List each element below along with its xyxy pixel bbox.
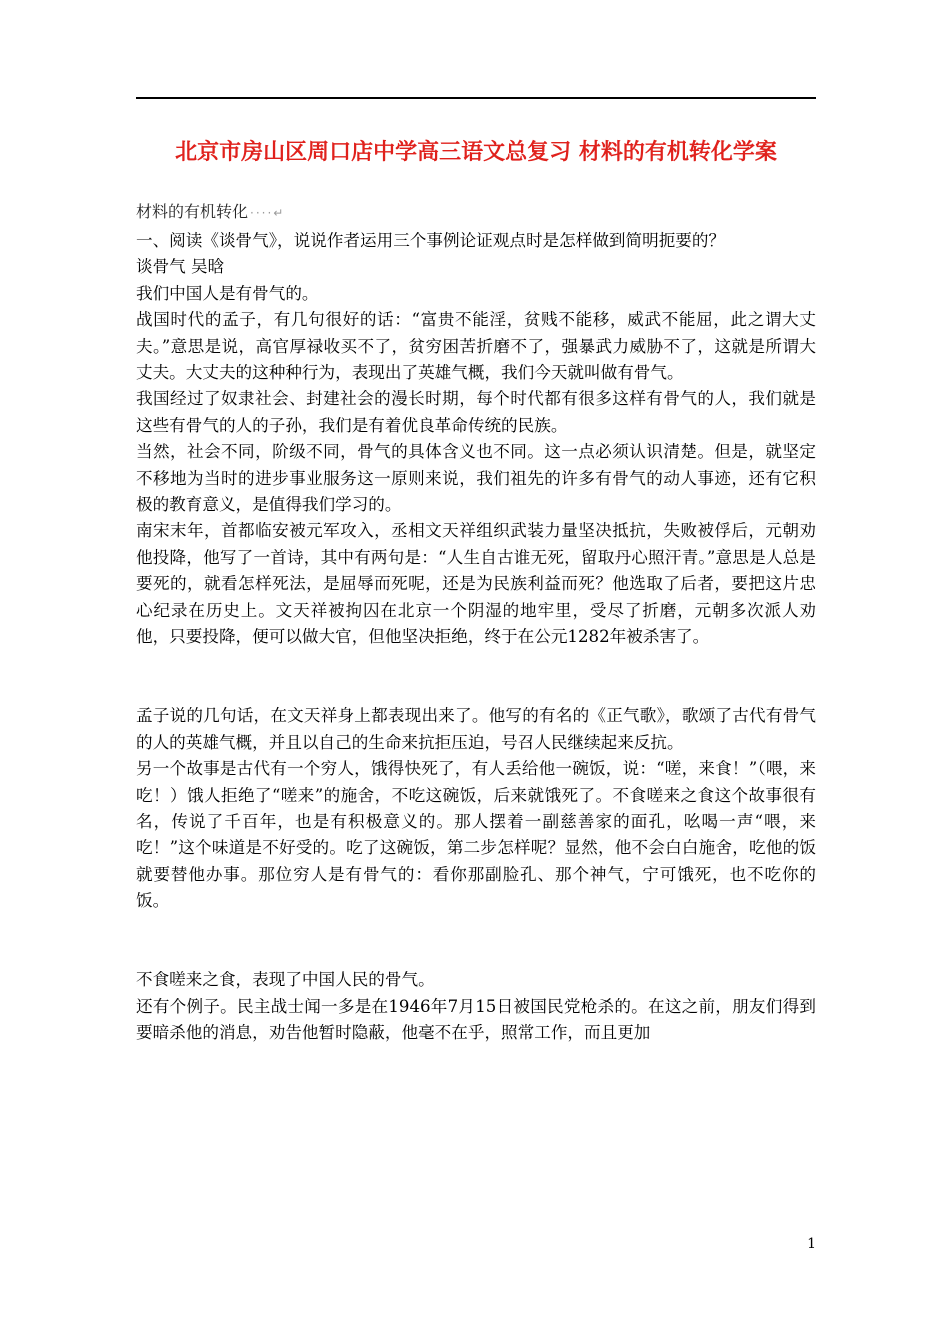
subheading-text: 材料的有机转化 — [136, 202, 249, 221]
page-number: 1 — [807, 1236, 816, 1252]
question-paragraph: 一、阅读《谈骨气》，说说作者运用三个事例论证观点时是怎样做到简明扼要的？ — [136, 231, 726, 250]
paragraph: 不食嗟来之食，表现了中国人民的骨气。 — [136, 970, 435, 990]
paragraph: 另一个故事是古代有一个穷人，饿得快死了，有人丢给他一碗饭，说：“嗟，来食！”（喂，来吃！）饿人拒绝了“嗟来”的施舍，不吃这碗饭，后来就饿死了。不食嗟来之食这个故事很有名，传说了千百年，也是有积极意义的。那人摆着一副慈善家的面孔，吆喝一声“喂，来吃！”这个味道是不好受的。吃了这碗饭，第二步怎样呢？显然，他不会白白施舍，吃他的饭就要替他办事。那位穷人是有骨气的：看你那副脸孔、那个神气，宁可饿死，也不吃你的饭。 — [136, 759, 816, 911]
section-subheading — [136, 200, 285, 225]
paragraph: 孟子说的几句话，在文天祥身上都表现出来了。他写的有名的《正气歌》，歌颂了古代有骨气的人的英雄气概，并且以自己的生命来抗拒压迫，号召人民继续起来反抗。 — [136, 706, 816, 752]
paragraph: 战国时代的孟子，有几句很好的话：“富贵不能淫，贫贱不能移，威武不能屈，此之谓大丈夫。”意思是说，高官厚禄收买不了，贫穷困苦折磨不了，强暴武力威胁不了，这就是所谓大丈夫。大丈夫的这种种行为，表现出了英雄气概，我们今天就叫做有骨气。 — [136, 310, 816, 383]
paragraph: 当然，社会不同，阶级不同，骨气的具体含义也不同。这一点必须认识清楚。但是，就坚定不移地为当时的进步事业服务这一原则来说，我们祖先的许多有骨气的动人事迹，还有它积极的教育意义，是值得我们学习的。 — [136, 442, 816, 515]
paragraph: 我们中国人是有骨气的。 — [136, 283, 319, 303]
blank-space — [136, 651, 816, 704]
paragraph: 南宋末年，首都临安被元军攻入，丞相文天祥组织武装力量坚决抵抗，失败被俘后，元朝劝他投降，他写了一首诗，其中有两句是：“人生自古谁无死，留取丹心照汗青。”意思是人总是要死的，就看怎样死法，是屈辱而死呢，还是为民族利益而死？他选取了后者，要把这片忠心纪录在历史上。文天祥被拘囚在北京一个阴湿的地牢里，受尽了折磨，元朝多次派人劝他，只要投降，便可以做大官，但他坚决拒绝，终于在公元1282年被杀害了。 — [136, 521, 816, 647]
blank-space — [136, 915, 816, 968]
body-text — [136, 228, 816, 1047]
paragraph: 我国经过了奴隶社会、封建社会的漫长时期，每个时代都有很多这样有骨气的人，我们就是这些有骨气的人的子孙，我们是有着优良革命传统的民族。 — [136, 389, 816, 435]
paragraph-mark-icon: ····↵ — [250, 206, 286, 220]
document-title: 北京市房山区周口店中学高三语文总复习 材料的有机转化学案 — [175, 140, 777, 165]
header-rule — [136, 97, 816, 99]
essay-title-author: 谈骨气 吴晗 — [136, 257, 225, 277]
paragraph: 还有个例子。民主战士闻一多是在1946年7月15日被国民党枪杀的。在这之前，朋友们得到要暗杀他的消息，劝告他暂时隐蔽，他毫不在乎，照常工作，而且更加 — [136, 996, 816, 1043]
